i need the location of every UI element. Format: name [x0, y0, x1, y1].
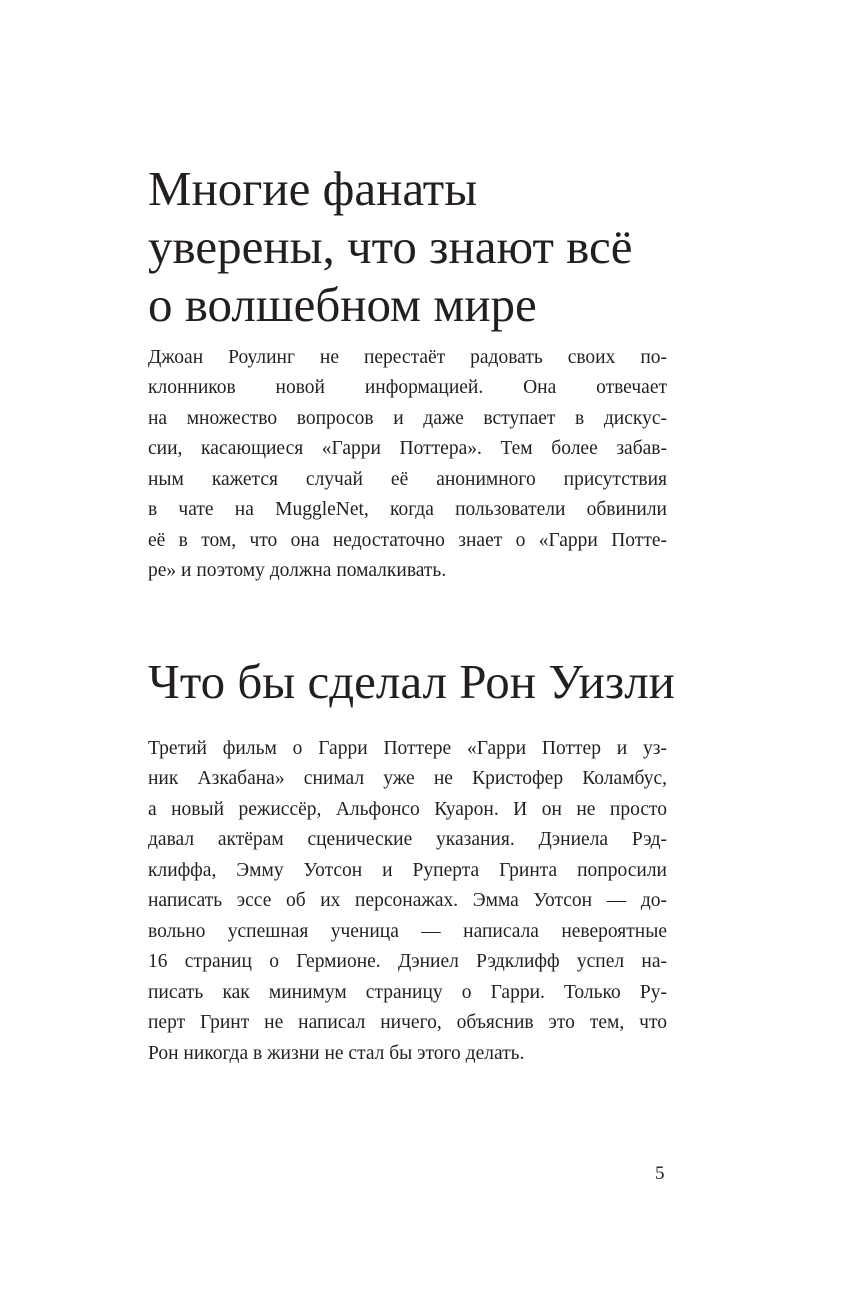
paragraph-line: давал актёрам сценические указания. Дэниела Рэд- [148, 829, 667, 850]
paragraph-line: в чате на MuggleNet, когда пользователи обвинили [148, 499, 667, 520]
paragraph-line: Третий фильм о Гарри Поттере «Гарри Поттер и уз- [148, 738, 667, 759]
paragraph-line: её в том, что она недостаточно знает о «Гарри Потте- [148, 530, 667, 551]
paragraph-line: а новый режиссёр, Альфонсо Куарон. И он не просто [148, 799, 667, 820]
heading-line: уверены, что знают всё [148, 219, 633, 274]
section-heading-fans [148, 160, 708, 334]
heading-line: о волшебном мире [148, 277, 537, 332]
page-number: 5 [655, 1163, 665, 1184]
paragraph-line: 16 страниц о Гермионе. Дэниел Рэдклифф успел на- [148, 951, 667, 972]
paragraph-line: вольно успешная ученица — написала невероятные [148, 921, 667, 942]
paragraph-line: ре» и поэтому должна помалкивать. [148, 560, 447, 581]
paragraph-line: ник Азкабана» снимал уже не Кристофер Коламбус, [148, 768, 667, 789]
paragraph-line: писать как минимум страницу о Гарри. Только Ру- [148, 982, 667, 1003]
paragraph-line: клиффа, Эмму Уотсон и Руперта Гринта попросили [148, 860, 667, 881]
paragraph-line: Джоан Роулинг не перестаёт радовать своих по- [148, 347, 667, 368]
paragraph-line: сии, касающиеся «Гарри Поттера». Тем более забав- [148, 438, 667, 459]
paragraph-line: клонников новой информацией. Она отвечает [148, 377, 667, 398]
heading-line: Многие фанаты [148, 161, 478, 216]
paragraph-line: ным кажется случай её анонимного присутствия [148, 469, 667, 490]
paragraph-line: на множество вопросов и даже вступает в дискус- [148, 408, 667, 429]
paragraph-line: Рон никогда в жизни не стал бы этого делать. [148, 1043, 525, 1064]
paragraph-line: написать эссе об их персонажах. Эмма Уотсон — до- [148, 890, 667, 911]
section-heading-ron: Что бы сделал Рон Уизли [148, 654, 675, 709]
paragraph-line: перт Гринт не написал ничего, объяснив это тем, что [148, 1012, 667, 1033]
